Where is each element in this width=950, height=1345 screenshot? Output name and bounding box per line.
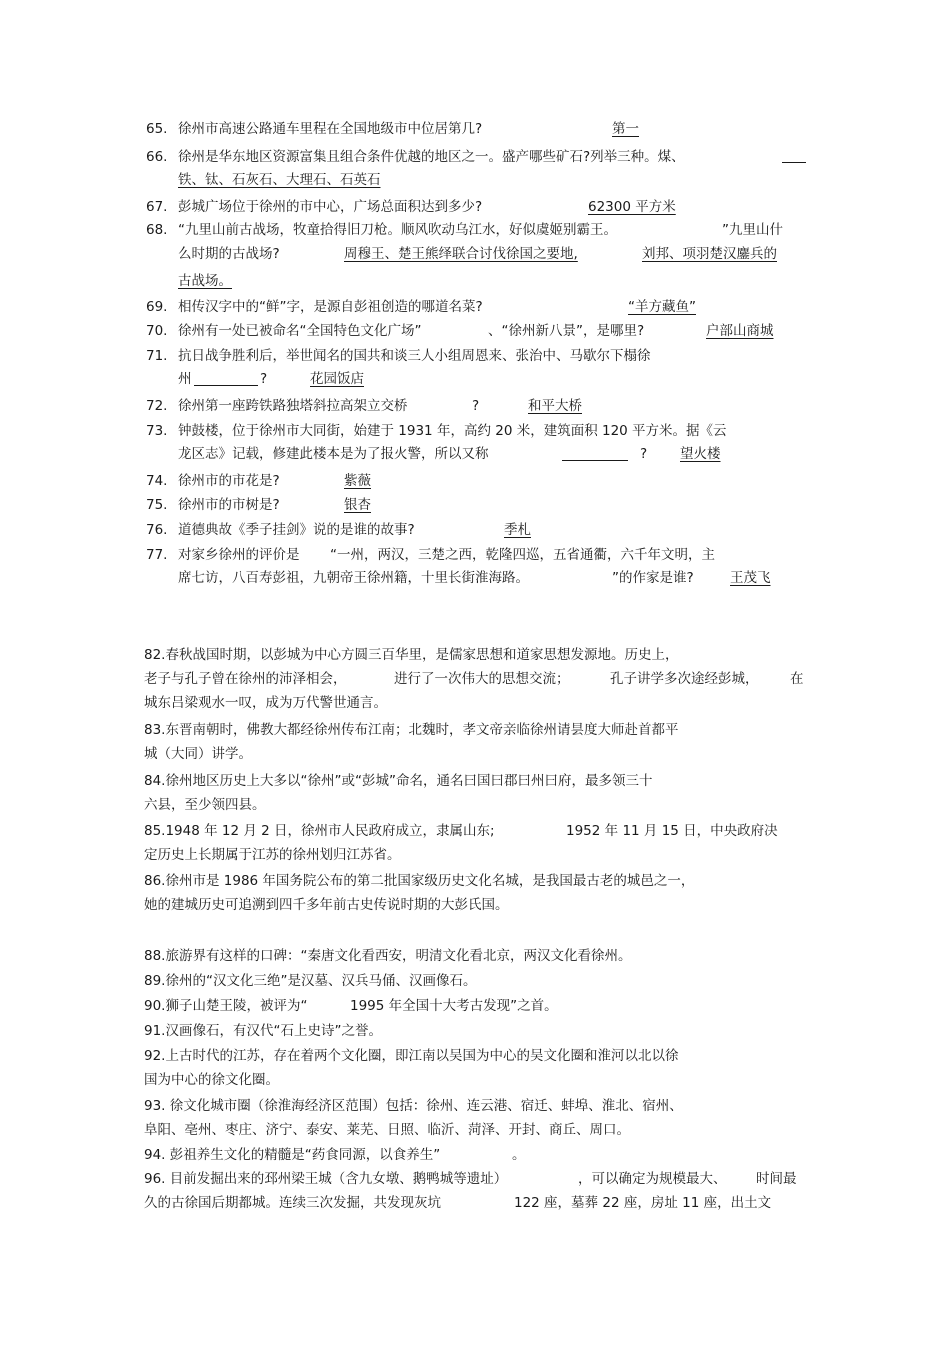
question-text: 徐州市的市花是? xyxy=(178,473,280,489)
answer-68-part2: 刘邦、项羽楚汉鏖兵的 xyxy=(642,246,777,262)
question-67 xyxy=(146,198,482,216)
question-number: 71. xyxy=(146,348,168,364)
item-94-end: 。 xyxy=(512,1147,526,1163)
item-82-line2c: 孔子讲学多次途经彭城， xyxy=(610,671,759,687)
item-93-line2: 阜阳、亳州、枣庄、济宁、泰安、莱芜、日照、临沂、菏泽、开封、商丘、周口。 xyxy=(144,1122,630,1138)
question-number: 75. xyxy=(146,497,168,513)
answer-70: 户部山商城 xyxy=(706,323,774,339)
answer-67: 62300 平方米 xyxy=(588,199,676,215)
item-82-line3: 城东吕梁观水一叹，成为万代警世通言。 xyxy=(144,695,387,711)
question-65 xyxy=(146,120,482,138)
item-96-line1c: 时间最 xyxy=(756,1171,797,1187)
question-number: 68. xyxy=(146,222,168,238)
item-85-line2: 定历史上长期属于江苏的徐州划归江苏省。 xyxy=(144,847,401,863)
item-93-line1: 93. 徐文化城市圈（徐淮海经济区范围）包括：徐州、连云港、宿迁、蚌埠、淮北、宿州、 xyxy=(144,1098,683,1114)
answer-66: 铁、钛、石灰石、大理石、石英石 xyxy=(178,172,381,188)
item-82-line1: 82.春秋战国时期，以彭城为中心方圆三百华里，是儒家思想和道家思想发源地。历史上， xyxy=(144,647,679,663)
question-69 xyxy=(146,298,483,316)
item-88: 88.旅游界有这样的口碑：“秦唐文化看西安，明清文化看北京，两汉文化看徐州。 xyxy=(144,948,632,964)
question-71 xyxy=(146,347,651,365)
item-85-line1: 85.1948 年 12 月 2 日，徐州市人民政府成立，隶属山东; xyxy=(144,823,495,839)
question-73-qmark: ? xyxy=(640,446,648,462)
item-96-line2: 久的古徐国后期都城。连续三次发掘，共发现灰坑 xyxy=(144,1195,441,1211)
answer-75: 银杏 xyxy=(344,497,371,513)
question-number: 67. xyxy=(146,199,168,215)
item-84-line1: 84.徐州地区历史上大多以“徐州”或“彭城”命名，通名曰国曰郡曰州曰府，最多领三十 xyxy=(144,773,653,789)
answer-blank xyxy=(562,445,628,461)
item-94: 94. 彭祖养生文化的精髓是“药食同源，以食养生” xyxy=(144,1147,441,1163)
item-96-line1b: ，可以确定为规模最大、 xyxy=(578,1171,727,1187)
question-number: 77. xyxy=(146,547,168,563)
question-text: “九里山前古战场，牧童拾得旧刀枪。顺风吹动乌江水，好似虞姬别霸王。 xyxy=(178,222,617,238)
question-text: 徐州第一座跨铁路独塔斜拉高架立交桥 xyxy=(178,398,408,414)
answer-blank xyxy=(194,370,258,386)
question-text: 徐州是华东地区资源富集且组合条件优越的地区之一。盛产哪些矿石?列举三种。煤、 xyxy=(178,149,685,165)
question-68-cont: ”九里山什 xyxy=(722,222,783,238)
question-number: 70. xyxy=(146,323,168,339)
question-number: 72. xyxy=(146,398,168,414)
question-66 xyxy=(146,148,685,166)
answer-blank xyxy=(782,148,806,163)
item-83-line1: 83.东晋南朝时，佛教大都经徐州传布江南；北魏时，孝文帝亲临徐州请昙度大师赴首都平 xyxy=(144,722,679,738)
question-75 xyxy=(146,496,280,514)
item-83-line2: 城（大同）讲学。 xyxy=(144,746,252,762)
item-86-line2: 她的建城历史可追溯到四千多年前古史传说时期的大彭氏国。 xyxy=(144,897,509,913)
question-number: 73. xyxy=(146,423,168,439)
answer-73: 望火楼 xyxy=(680,446,721,462)
item-90: 90.狮子山楚王陵，被评为“ xyxy=(144,998,308,1014)
answer-72: 和平大桥 xyxy=(528,398,582,414)
question-71-line2: 州 xyxy=(178,371,192,387)
question-73 xyxy=(146,422,727,440)
answer-74: 紫薇 xyxy=(344,473,371,489)
item-85-line1b: 1952 年 11 月 15 日，中央政府决 xyxy=(566,823,778,839)
question-number: 69. xyxy=(146,299,168,315)
question-71-qmark: ? xyxy=(260,371,268,387)
question-number: 66. xyxy=(146,149,168,165)
question-number: 74. xyxy=(146,473,168,489)
answer-65: 第一 xyxy=(612,121,639,137)
item-89: 89.徐州的“汉文化三绝”是汉墓、汉兵马俑、汉画像石。 xyxy=(144,973,477,989)
question-77-line2: 席七访，八百寿彭祖，九朝帝王徐州籍，十里长街淮海路。 xyxy=(178,570,529,586)
question-text: 抗日战争胜利后，举世闻名的国共和谈三人小组周恩来、张治中、马歇尔下榻徐 xyxy=(178,348,651,364)
question-68 xyxy=(146,221,617,239)
question-text: 对家乡徐州的评价是 xyxy=(178,547,300,563)
question-text: 道德典故《季子挂剑》说的是谁的故事? xyxy=(178,522,415,538)
question-text: 徐州市的市树是? xyxy=(178,497,280,513)
question-77-line2-end: ”的作家是谁? xyxy=(612,570,694,586)
question-number: 76. xyxy=(146,522,168,538)
item-90-cont: 1995 年全国十大考古发现”之首。 xyxy=(350,998,558,1014)
question-text: 徐州市高速公路通车里程在全国地级市中位居第几? xyxy=(178,121,483,137)
answer-69: “羊方藏鱼” xyxy=(628,299,696,315)
question-70 xyxy=(146,322,422,340)
answer-68-part3: 古战场。 xyxy=(178,273,232,289)
answer-71: 花园饭店 xyxy=(310,371,364,387)
question-72-qmark: ? xyxy=(472,398,480,414)
question-text: 相传汉字中的“鲜”字，是源自彭祖创造的哪道名菜? xyxy=(178,299,483,315)
answer-76: 季札 xyxy=(504,522,531,538)
question-text: 徐州有一处已被命名“全国特色文化广场” xyxy=(178,323,422,339)
question-text: 钟鼓楼，位于徐州市大同街，始建于 1931 年，高约 20 米，建筑面积 120 平方米。据《云 xyxy=(178,423,727,439)
answer-68-part1: 周穆王、楚王熊绎联合讨伐徐国之要地, xyxy=(344,246,578,262)
item-86-line1: 86.徐州市是 1986 年国务院公布的第二批国家级历史文化名城，是我国最古老的城邑之一， xyxy=(144,873,695,889)
item-84-line2: 六县，至少领四县。 xyxy=(144,797,266,813)
item-91: 91.汉画像石，有汉代“石上史诗”之誉。 xyxy=(144,1023,382,1039)
question-68-line2: 么时期的古战场? xyxy=(178,246,280,262)
question-number: 65. xyxy=(146,121,168,137)
item-96-line1: 96. 目前发掘出来的邳州梁王城（含九女墩、鹅鸭城等遗址） xyxy=(144,1171,508,1187)
question-73-line2: 龙区志》记载，修建此楼本是为了报火警，所以又称 xyxy=(178,446,489,462)
question-72 xyxy=(146,397,408,415)
item-92-line1: 92.上古时代的江苏，存在着两个文化圈，即江南以吴国为中心的吴文化圈和淮河以北以徐 xyxy=(144,1048,679,1064)
question-70-cont: 、“徐州新八景”，是哪里? xyxy=(488,323,645,339)
answer-77: 王茂飞 xyxy=(730,570,771,586)
item-82-line2b: 进行了一次伟大的思想交流； xyxy=(394,671,570,687)
question-76 xyxy=(146,521,415,539)
item-82-line2: 老子与孔子曾在徐州的沛泽相会， xyxy=(144,671,347,687)
question-74 xyxy=(146,472,280,490)
question-text: 彭城广场位于徐州的市中心，广场总面积达到多少? xyxy=(178,199,483,215)
item-92-line2: 国为中心的徐文化圈。 xyxy=(144,1072,279,1088)
item-96-line2b: 122 座，墓葬 22 座，房址 11 座，出土文 xyxy=(514,1195,772,1211)
item-82-line2d: 在 xyxy=(790,671,804,687)
question-77-cont: “一州，两汉，三楚之西，乾隆四巡，五省通衢，六千年文明，主 xyxy=(330,547,715,563)
question-77 xyxy=(146,546,300,564)
